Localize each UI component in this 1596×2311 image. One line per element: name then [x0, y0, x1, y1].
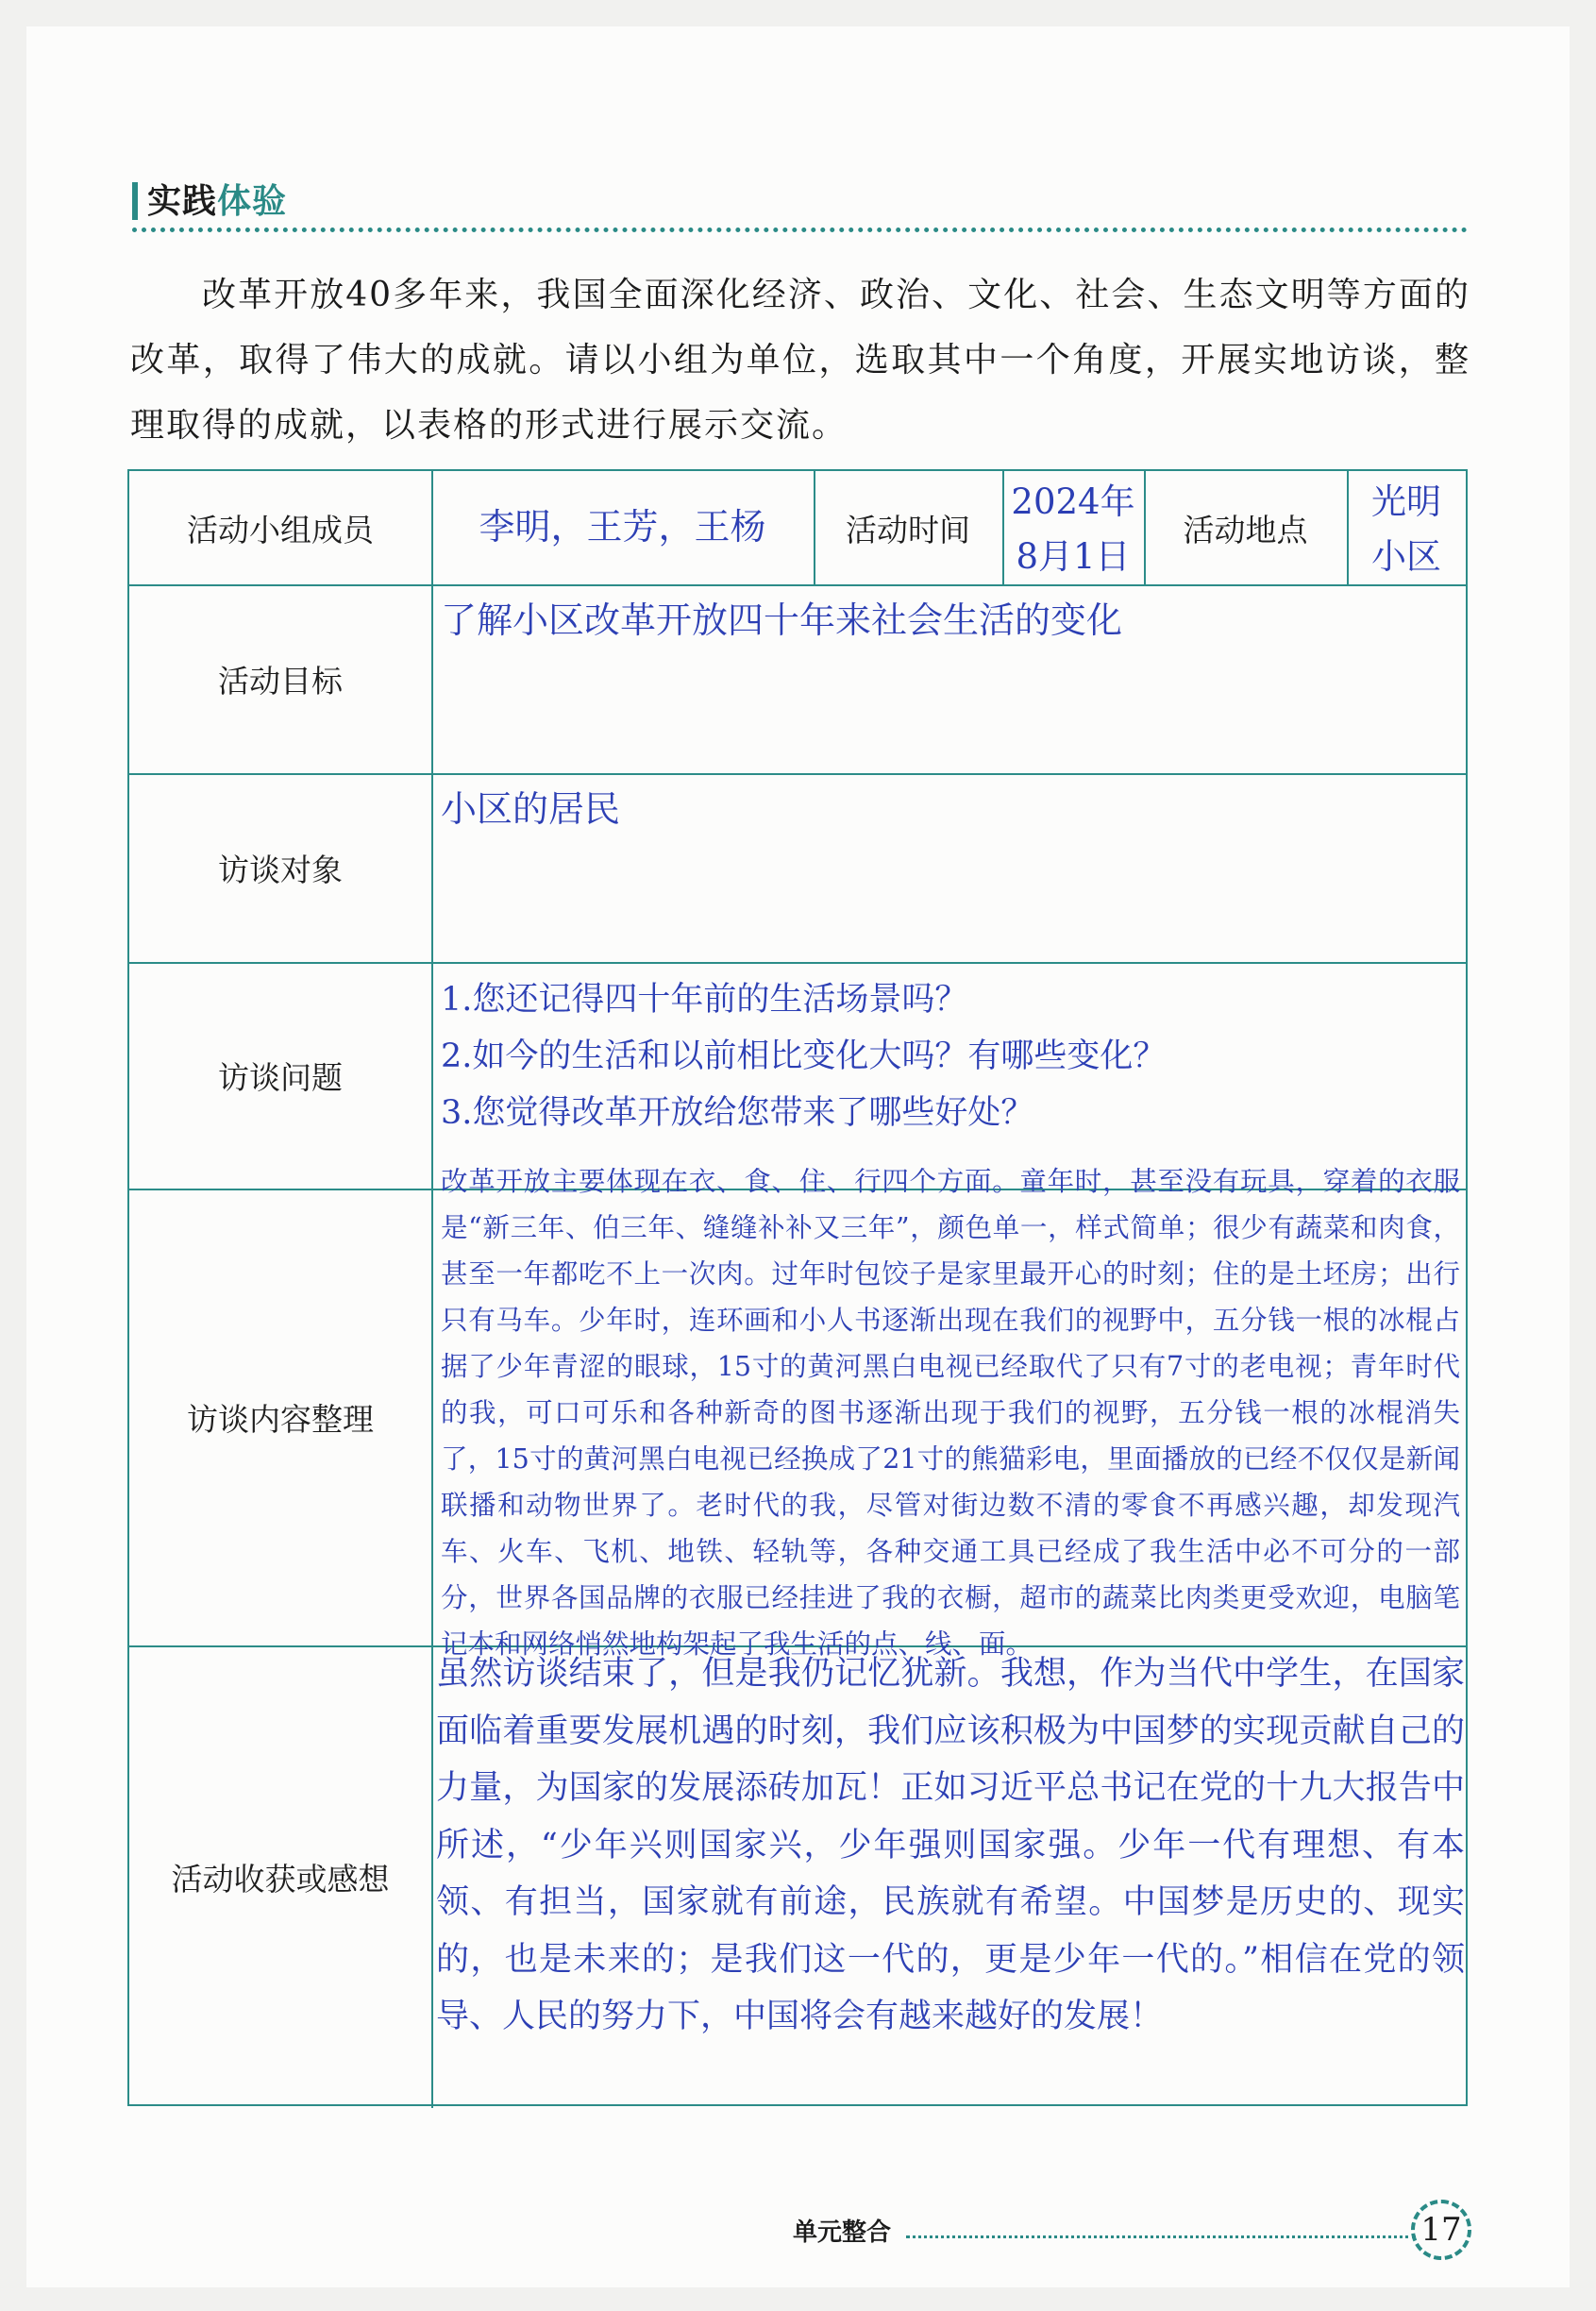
questions-label: 访谈问题 [218, 1058, 343, 1096]
time-value-line2: 8月1日 [1016, 536, 1131, 577]
activity-table [127, 469, 1468, 2106]
target-value: 小区的居民 [441, 788, 621, 830]
questions-list [441, 971, 1460, 1141]
target-label: 访谈对象 [218, 851, 343, 888]
section-heading [132, 175, 1468, 231]
content-label: 访谈内容整理 [187, 1400, 374, 1438]
section-bar [132, 182, 138, 220]
section-title-part-b: 体验 [217, 182, 288, 221]
content-value: 改革开放主要体现在衣、食、住、行四个方面。童年时，甚至没有玩具，穿着的衣服是“新三年、伯三年、缝缝补补又三年”，颜色单一，样式简单；很少有蔬菜和肉食，甚至一年都吃不上一次肉。过年时包饺子是家里最开心的时刻；住的是土坯房；出行只有马车。少年时，连环画和小人书逐渐出现在我们的视野中，五分钱一根的冰棍占据了少年青涩的眼球，15寸的黄河黑白电视已经取代了只有7寸的老电视；青年时代的我，可口可乐和各种新奇的图书逐渐出现于我们的视野，五分钱一根的冰棍消失了，15寸的黄河黑白电视已经换成了21寸的熊猫彩电，里面播放的已经不仅仅是新闻联播和动物世界了。老时代的我，尽管对街边数不清的零食不再感兴趣，却发现汽车、火车、飞机、地铁、轻轨等，各种交通工具已经成了我生活中必不可分的一部分，世界各国品牌的衣服已经挂进了我的衣橱，超市的蔬菜比肉类更受欢迎，电脑笔记本和网络悄然地构架起了我生活的点、线、面。 [441, 1166, 1460, 1660]
col-divider [431, 471, 433, 2108]
question-item: 3.您觉得改革开放给您带来了哪些好处？ [441, 1094, 1034, 1132]
page-number: 17 [1411, 2200, 1471, 2260]
place-value [1347, 475, 1466, 584]
goal-label: 活动目标 [218, 662, 343, 700]
time-value [1002, 475, 1144, 584]
section-title-part-a: 实践 [147, 182, 218, 221]
section-title [147, 175, 287, 223]
place-value-line1: 光明 [1371, 481, 1441, 522]
time-value-line1: 2024年 [1011, 481, 1135, 522]
time-label: 活动时间 [846, 511, 970, 548]
footer-label: 单元整合 [793, 2218, 892, 2247]
feelings-label: 活动收获或感想 [171, 1860, 390, 1898]
place-value-line2: 小区 [1371, 536, 1441, 577]
members-value: 李明，王芳，王杨 [479, 505, 766, 548]
question-item: 2.如今的生活和以前相比变化大吗？有哪些变化？ [441, 1037, 1167, 1075]
goal-value: 了解小区改革开放四十年来社会生活的变化 [441, 599, 1123, 641]
place-label: 活动地点 [1183, 511, 1308, 548]
members-label: 活动小组成员 [187, 511, 374, 548]
feelings-value: 虽然访谈结束了，但是我仍记忆犹新。我想，作为当代中学生，在国家面临着重要发展机遇的时刻，我们应该积极为中国梦的实现贡献自己的力量，为国家的发展添砖加瓦！正如习近平总书记在党的十九大报告中所述，“少年兴则国家兴，少年强则国家强。少年一代有理想、有本领、有担当，国家就有前途，民族就有希望。中国梦是历史的、现实的，也是未来的；是我们这一代的，更是少年一代的。”相信在党的领导、人民的努力下，中国将会有越来越好的发展！ [436, 1655, 1465, 2035]
intro-paragraph: 改革开放40多年来，我国全面深化经济、政治、文化、社会、生态文明等方面的改革，取得了伟大的成就。请以小组为单位，选取其中一个角度，开展实地访谈，整理取得的成就，以表格的形式进行展示交流。 [130, 276, 1470, 445]
footer-dots [906, 2235, 1416, 2238]
question-item: 1.您还记得四十年前的生活场景吗？ [441, 981, 968, 1019]
dotted-divider [132, 228, 1468, 232]
